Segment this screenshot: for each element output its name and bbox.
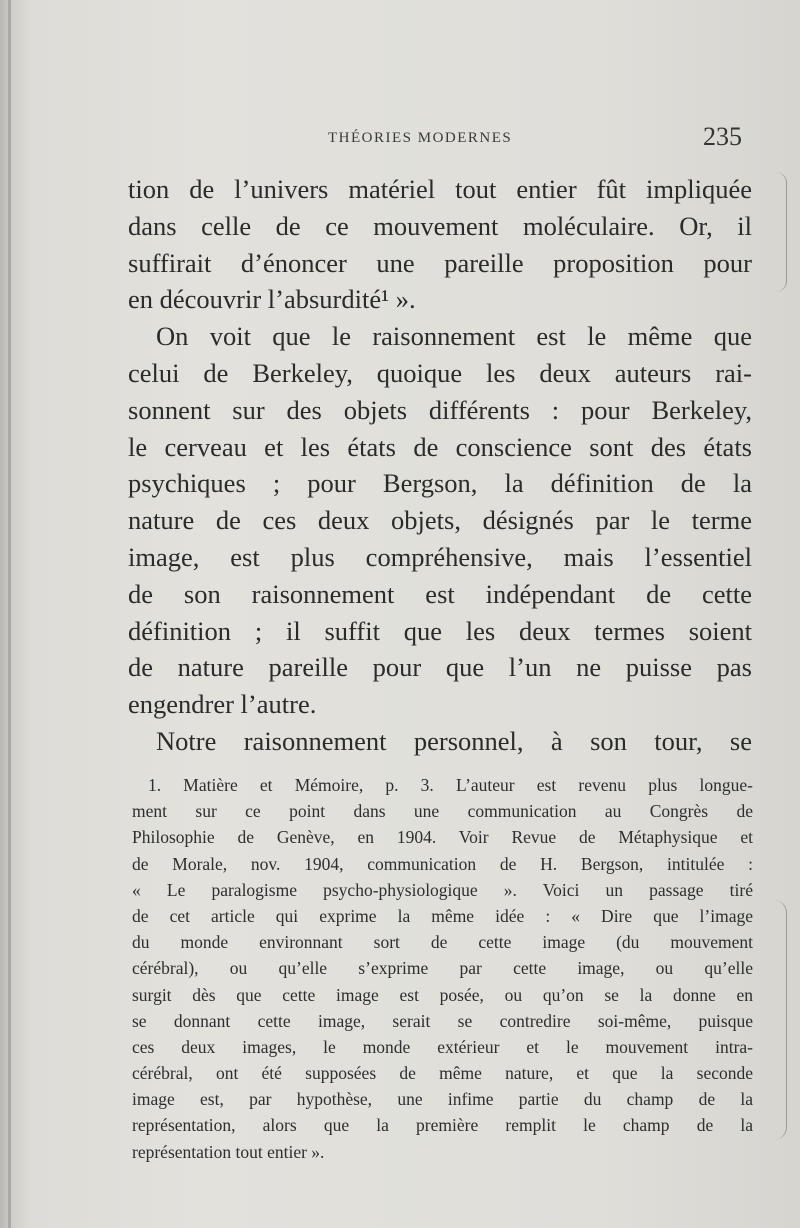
body-line: le cerveau et les états de conscience sont des états: [128, 431, 752, 462]
body-line: de son raisonnement est indépendant de cette: [128, 578, 752, 609]
footnote-line: représentation tout entier ».: [132, 1141, 325, 1162]
footnote-line: se donnant cette image, serait se contredire soi-même, puisque: [132, 1010, 753, 1031]
margin-mark: [776, 172, 787, 292]
body-line: de nature pareille pour que l’un ne puisse pas: [128, 652, 752, 683]
footnote-line: image est, par hypothèse, une infime partie du champ de la: [132, 1089, 753, 1110]
body-line: tion de l’univers matériel tout entier fût impliquée: [128, 174, 752, 204]
footnote-line: représentation, alors que la première remplit le champ de la: [132, 1115, 753, 1136]
body-line: suffirait d’énoncer une pareille proposition pour: [128, 247, 752, 278]
body-line: psychiques ; pour Bergson, la définition de la: [128, 468, 752, 499]
body-line: On voit que le raisonnement est le même que: [156, 321, 752, 352]
footnote-line: surgit dès que cette image est posée, ou qu’on se la donne en: [132, 984, 753, 1005]
footnote-line: de cet article qui exprime la même idée : « Dire que l’image: [132, 905, 753, 926]
page-number: 235: [703, 122, 742, 151]
body-line: nature de ces deux objets, désignés par le terme: [128, 505, 752, 536]
footnote-line: 1. Matière et Mémoire, p. 3. L’auteur est revenu plus longue-: [148, 775, 753, 795]
footnotes: [132, 772, 753, 1165]
margin-mark: [774, 900, 787, 1140]
body-line: sonnent sur des objets différents : pour Berkeley,: [128, 394, 752, 425]
footnote-line: cérébral, ont été supposées de même nature, et que la seconde: [132, 1063, 753, 1084]
footnote-line: ces deux images, le monde extérieur et le mouvement intra-: [132, 1036, 753, 1057]
page-binding-edge: [8, 0, 11, 1228]
margin-pencil-marks: [770, 0, 800, 1228]
footnote-line: cérébral), ou qu’elle s’exprime par cette image, ou qu’elle: [132, 958, 753, 979]
footnote-line: de Morale, nov. 1904, communication de H. Bergson, intitulée :: [132, 853, 753, 874]
footnote-line: ment sur ce point dans une communication au Congrès de: [132, 801, 753, 822]
footnote-line: Philosophie de Genève, en 1904. Voir Revue de Métaphysique et: [132, 827, 753, 848]
body-line: image, est plus compréhensive, mais l’essentiel: [128, 541, 752, 572]
footnote-line: du monde environnant sort de cette image (du mouvement: [132, 932, 753, 953]
body-line: définition ; il suffit que les deux termes soient: [128, 615, 752, 646]
running-head: [0, 122, 800, 152]
body-line: engendrer l’autre.: [128, 689, 317, 720]
body-line: Notre raisonnement personnel, à son tour, se: [156, 725, 752, 756]
body-line: celui de Berkeley, quoique les deux auteurs rai-: [128, 357, 752, 388]
body-line: dans celle de ce mouvement moléculaire. Or, il: [128, 210, 752, 241]
body-line: en découvrir l’absurdité¹ ».: [128, 284, 416, 315]
footnote-line: « Le paralogisme psycho-physiologique ». Voici un passage tiré: [132, 879, 753, 900]
body-text: [128, 171, 752, 760]
running-title: THÉORIES MODERNES: [328, 130, 513, 146]
